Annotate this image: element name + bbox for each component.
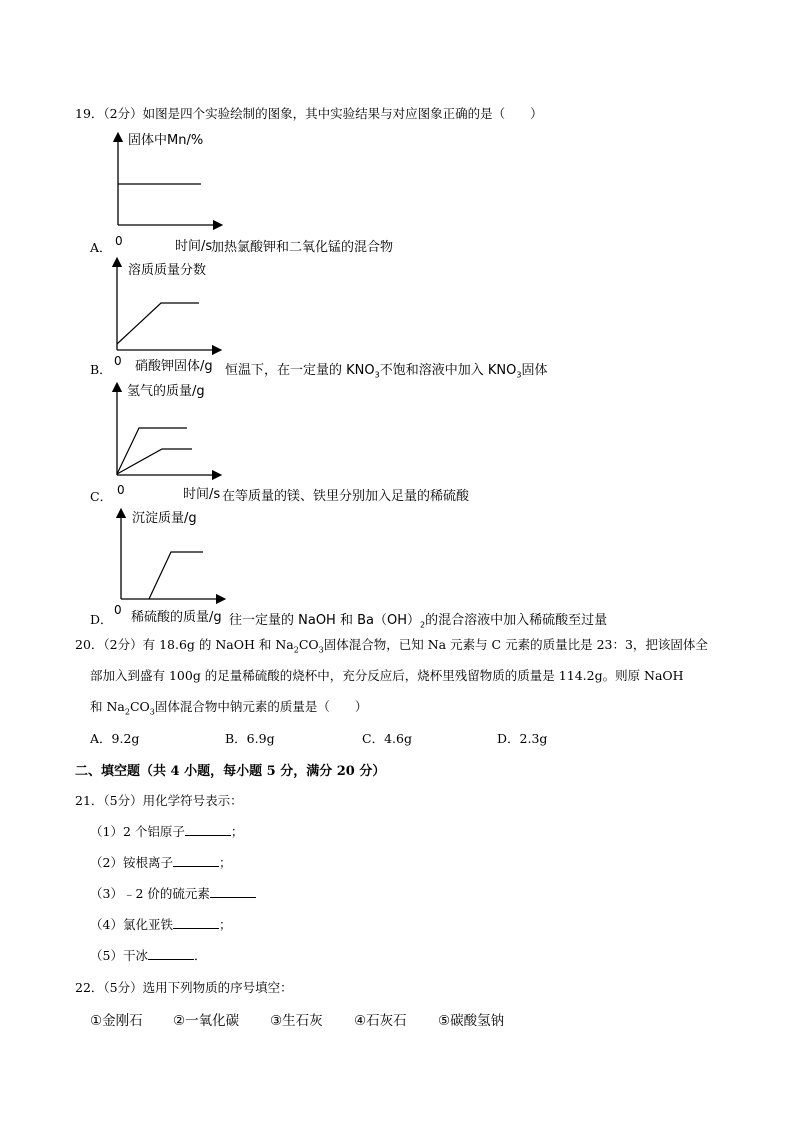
q20-choice-b: B．6.9g (225, 731, 275, 746)
graph-d (121, 511, 221, 615)
answer-blank-3[interactable] (210, 885, 256, 898)
q22-substance-4: ④石灰石 (354, 1013, 407, 1029)
graph-b-origin: 0 (114, 354, 122, 368)
graph-b-curve (117, 303, 199, 344)
graph-c-ylabel: 氢气的质量/g (127, 384, 205, 399)
option-a-desc: 加热氯酸钾和二氧化锰的混合物 (211, 240, 394, 255)
answer-blank-2[interactable] (173, 854, 219, 867)
graph-a-svg (118, 135, 218, 235)
q22-substance-5: ⑤碳酸氢钠 (438, 1013, 505, 1029)
graph-d-xlabel: 稀硫酸的质量/g (131, 610, 222, 625)
q20-line2: 部加入到盛有 100g 的足量稀硫酸的烧杯中，充分反应后，烧杯里残留物质的质量是 114.2g。则原 NaOH (90, 668, 684, 683)
graph-d-ylabel: 沉淀质量/g (132, 511, 197, 526)
q21-item-3: （3）﹣2 价的硫元素 (90, 884, 256, 902)
q21-item-1: （1）2 个铝原子 ； (90, 824, 244, 839)
graph-c-curve-mg (117, 428, 187, 474)
option-c-desc: 在等质量的镁、铁里分别加入足量的稀硫酸 (222, 489, 470, 504)
graph-d-origin: 0 (114, 603, 122, 617)
graph-c (117, 385, 217, 489)
option-d-letter: D． (90, 612, 113, 627)
option-b-desc: 恒温下，在一定量的 $KNO_3$不饱和溶液中加入 $KNO_3$固体 (225, 363, 548, 380)
q20-choice-d: D．2.3g (497, 731, 548, 746)
q21-stem: 21．（5分）用化学符号表示： (75, 793, 243, 808)
q20-choice-a: A．9.2g (90, 731, 140, 746)
graph-a-origin: 0 (115, 234, 123, 248)
graph-c-svg (117, 385, 217, 485)
option-d-desc: 往一定量的 NaOH 和 $Ba(OH)_2$的混合溶液中加入稀硫酸至过量 (229, 613, 608, 630)
q21-item-2: （2）铵根离子 ； (90, 855, 232, 870)
answer-blank-4[interactable] (173, 916, 219, 929)
graph-d-curve (149, 552, 203, 599)
graph-b-xlabel: 硝酸钾固体/g (135, 359, 213, 374)
q22-substance-3: ③生石灰 (270, 1013, 323, 1029)
graph-c-xlabel: 时间/s (183, 487, 221, 502)
answer-blank-5[interactable] (148, 947, 194, 960)
q21-item-4: （4）氯化亚铁 ； (90, 917, 232, 932)
graph-c-curve-fe (117, 449, 192, 474)
q22-stem: 22．（5分）选用下列物质的序号填空： (75, 980, 293, 995)
graph-d-svg (121, 511, 221, 611)
graph-a-ylabel: 固体中Mn/% (128, 133, 204, 148)
q22-substance-2: ②一氧化碳 (173, 1013, 240, 1029)
section-2-heading: 二、填空题（共 4 小题，每小题 5 分，满分 20 分） (75, 764, 386, 779)
q21-item-5: （5）干冰 ． (90, 948, 207, 963)
q20-line1: 20．（2分）有 18.6g 的 NaOH 和 $Na_2CO_3$固体混合物，已知 Na 元素与 C 元素的质量比是 23：3，把该固体全 (75, 637, 708, 655)
graph-a-xlabel: 时间/s (175, 239, 213, 254)
answer-blank-1[interactable] (185, 823, 231, 836)
option-a-letter: A． (90, 240, 112, 255)
q19-stem: 19．（2分）如图是四个实验绘制的图象，其中实验结果与对应图象正确的是（ ） (75, 106, 543, 121)
q22-substance-1: ①金刚石 (90, 1013, 143, 1029)
q20-choice-c: C．4.6g (362, 731, 412, 746)
graph-c-origin: 0 (117, 483, 125, 497)
option-c-letter: C． (90, 489, 113, 504)
graph-b-ylabel: 溶质质量分数 (128, 263, 207, 278)
q20-line3: 和 $Na_2CO_3$固体混合物中钠元素的质量是（ ） (90, 699, 368, 717)
option-b-letter: B． (90, 362, 112, 377)
graph-a (118, 135, 218, 239)
